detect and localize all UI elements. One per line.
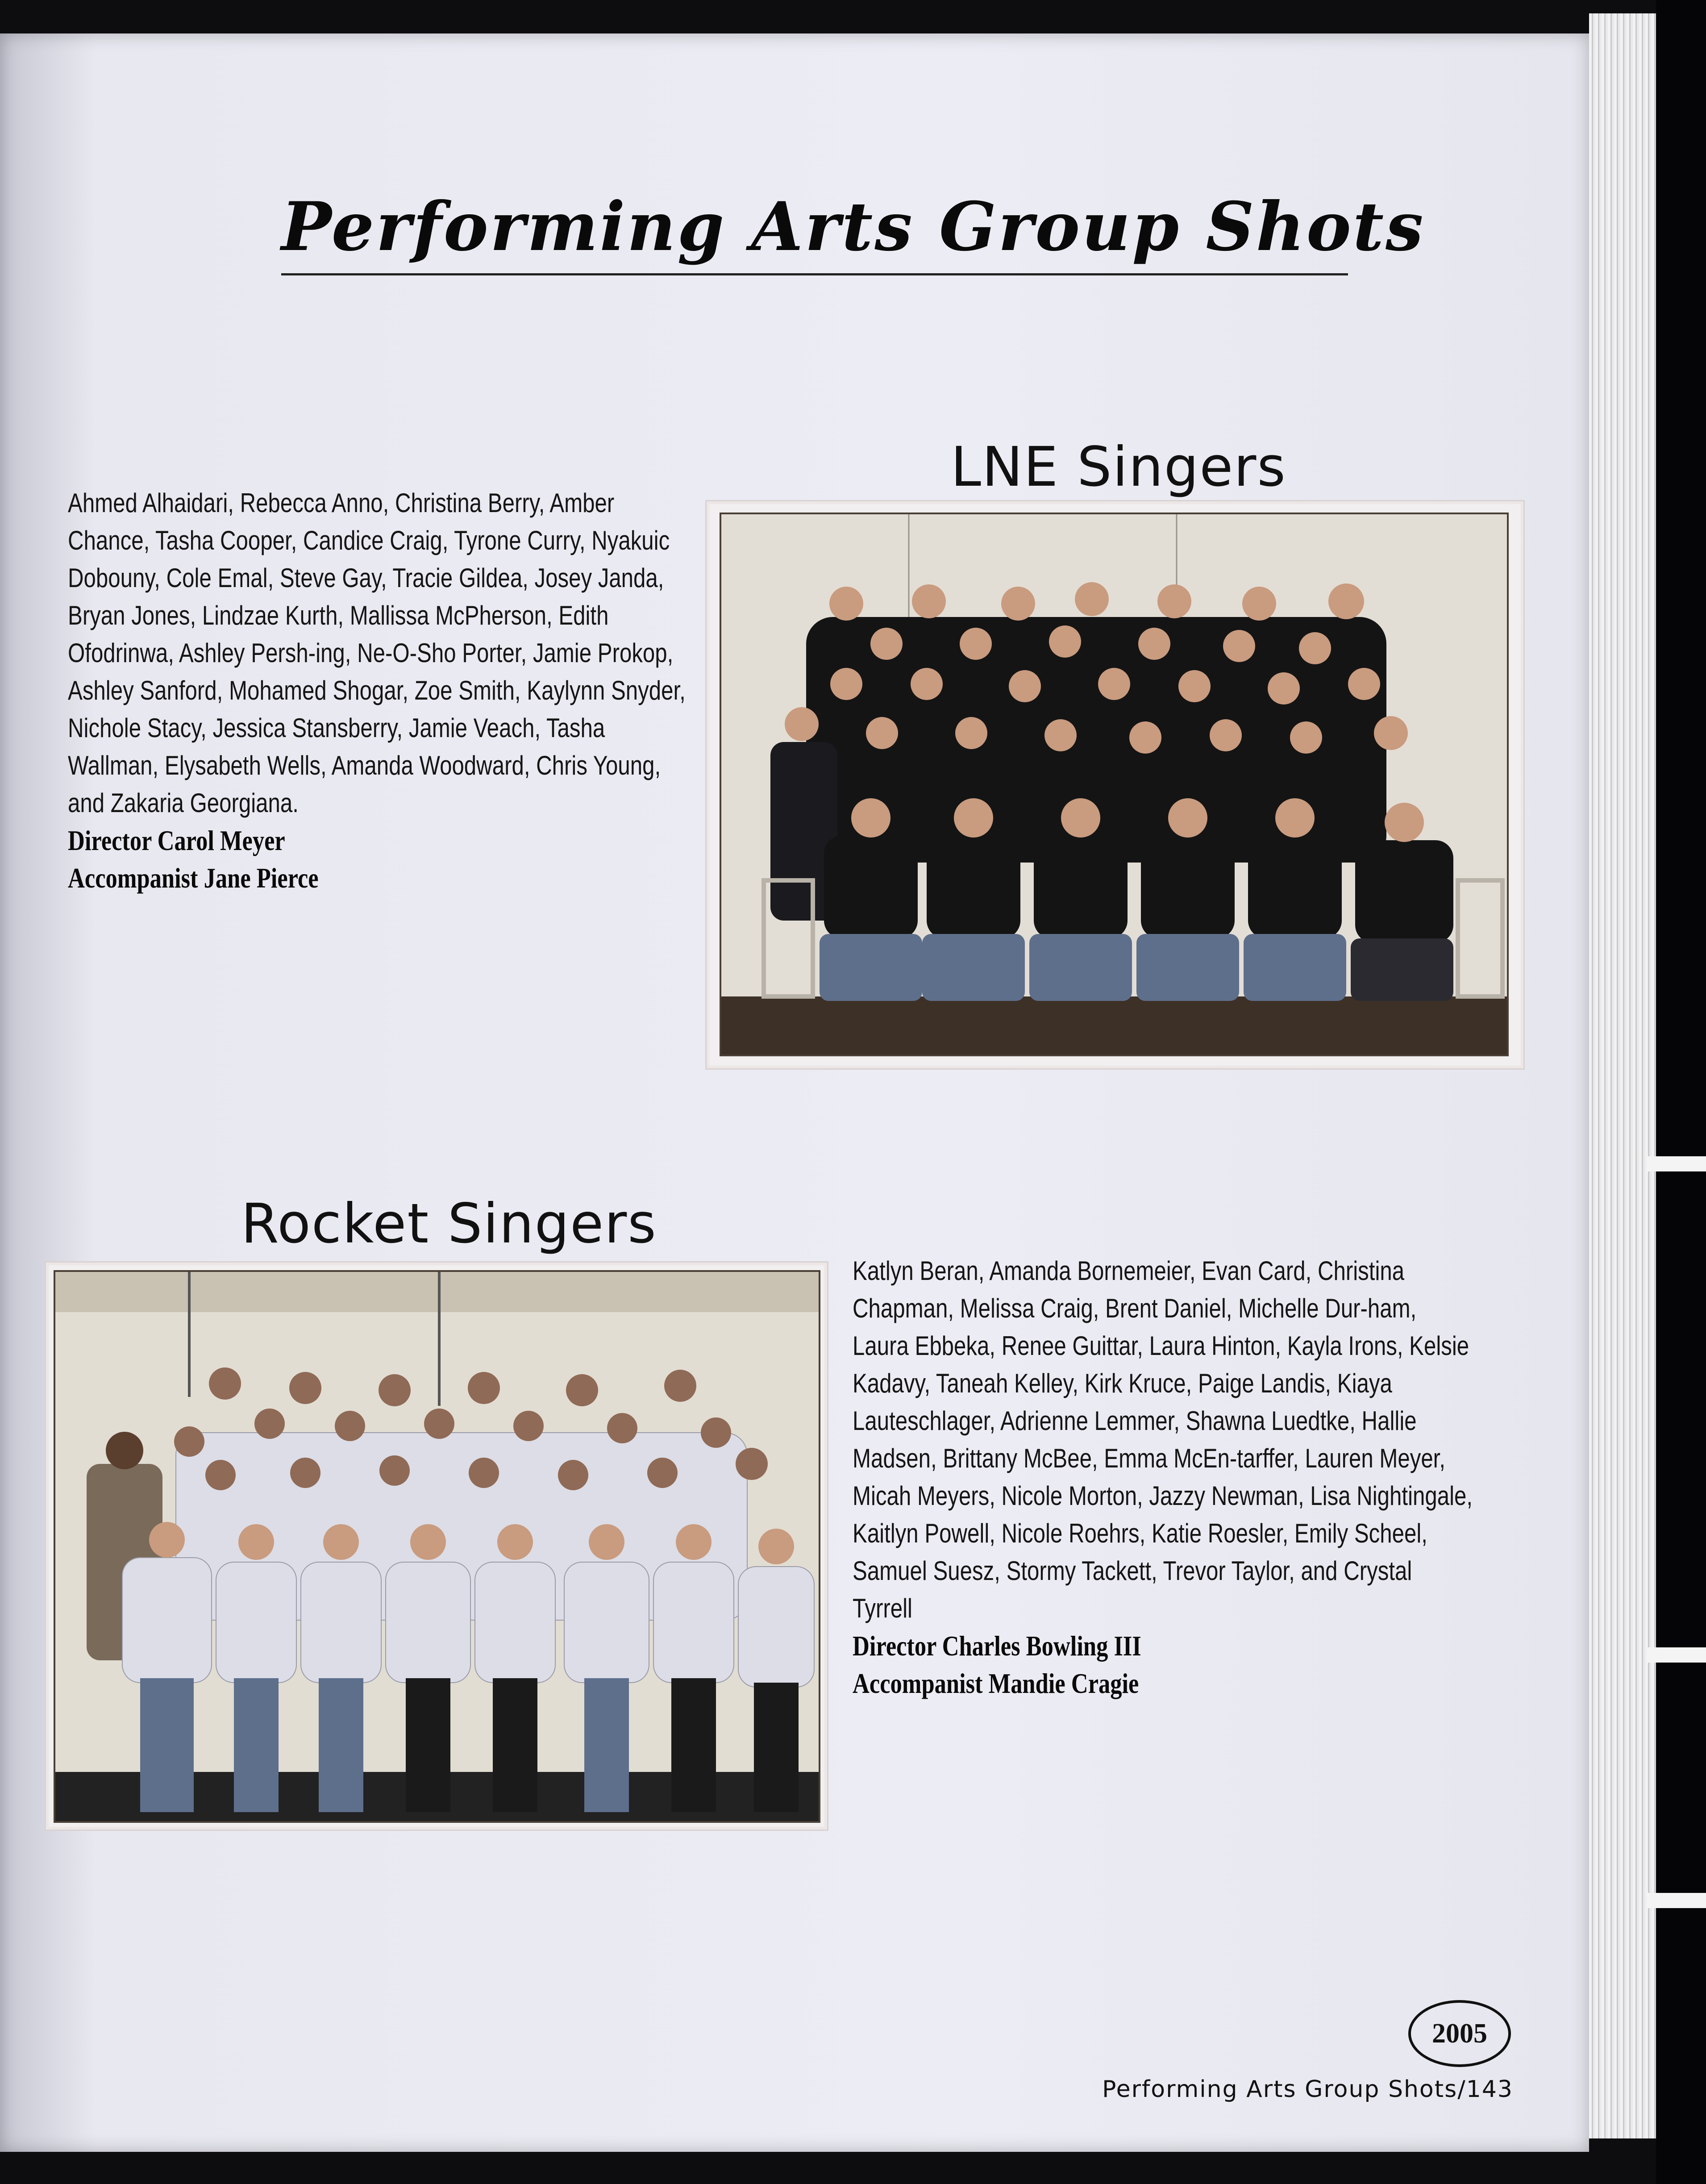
rocket-names: Katlyn Beran, Amanda Bornemeier, Evan Card, Christina Chapman, Melissa Craig, Brent Daniel, Michelle Dur-ham, Laura Ebbeka, Renee Guittar, Laura Hinton, Kayla Irons, Kelsie Kadavy, Taneah Kelley, Kirk Kruce, Paige Landis, Kiaya Lauteschlager, Adrienne Lemmer, Shawna Luedtke, Hallie Madsen, Brittany McBee, Emma McEn-tarffer, Lauren Meyer, Micah Meyers, Nicole Morton, Jazzy Newman, Lisa Nightingale, Kaitlyn Powell, Nicole Roehrs, Katie Roesler, Emily Scheel, Samuel Suesz, Stormy Tackett, Trevor Taylor, and Crystal Tyrrell <box>853 1256 1473 1623</box>
page-title: Performing Arts Group Shots <box>281 188 1425 266</box>
rocket-group-photo <box>54 1270 820 1823</box>
rocket-director: Director Charles Bowling III <box>853 1630 1141 1662</box>
lne-accompanist: Accompanist Jane Pierce <box>68 862 319 894</box>
title-underline <box>281 273 1348 275</box>
year-badge: 2005 <box>1408 2000 1511 2067</box>
page-tab <box>1647 1156 1706 1171</box>
rocket-heading: Rocket Singers <box>241 1192 657 1255</box>
book-cover-edge <box>1656 0 1706 2184</box>
lne-names: Ahmed Alhaidari, Rebecca Anno, Christina Berry, Amber Chance, Tasha Cooper, Candice Craig, Tyrone Curry, Nyakuic Dobouny, Cole Emal, Steve Gay, Tracie Gildea, Josey Janda, Bryan Jones, Lindzae Kurth, Mallissa McPherson, Edith Ofodrinwa, Ashley Persh-ing, Ne-O-Sho Porter, Jamie Prokop, Ashley Sanford, Mohamed Shogar, Zoe Smith, Kaylynn Snyder, Nichole Stacy, Jessica Stansberry, Jamie Veach, Tasha Wallman, Elysabeth Wells, Amanda Woodward, Chris Young, and Zakaria Georgiana. <box>68 488 686 818</box>
rocket-member-list <box>853 1252 1475 1702</box>
lne-member-list <box>68 484 701 897</box>
rocket-accompanist: Accompanist Mandie Cragie <box>853 1667 1139 1699</box>
page-tab <box>1647 1647 1706 1663</box>
page-tab <box>1647 1893 1706 1908</box>
page-footer: Performing Arts Group Shots/143 <box>1102 2076 1513 2103</box>
lne-heading: LNE Singers <box>951 435 1286 499</box>
yearbook-page <box>0 33 1589 2152</box>
page-edge <box>1589 13 1656 2138</box>
lne-group-photo <box>720 513 1509 1056</box>
lne-director: Director Carol Meyer <box>68 825 285 856</box>
